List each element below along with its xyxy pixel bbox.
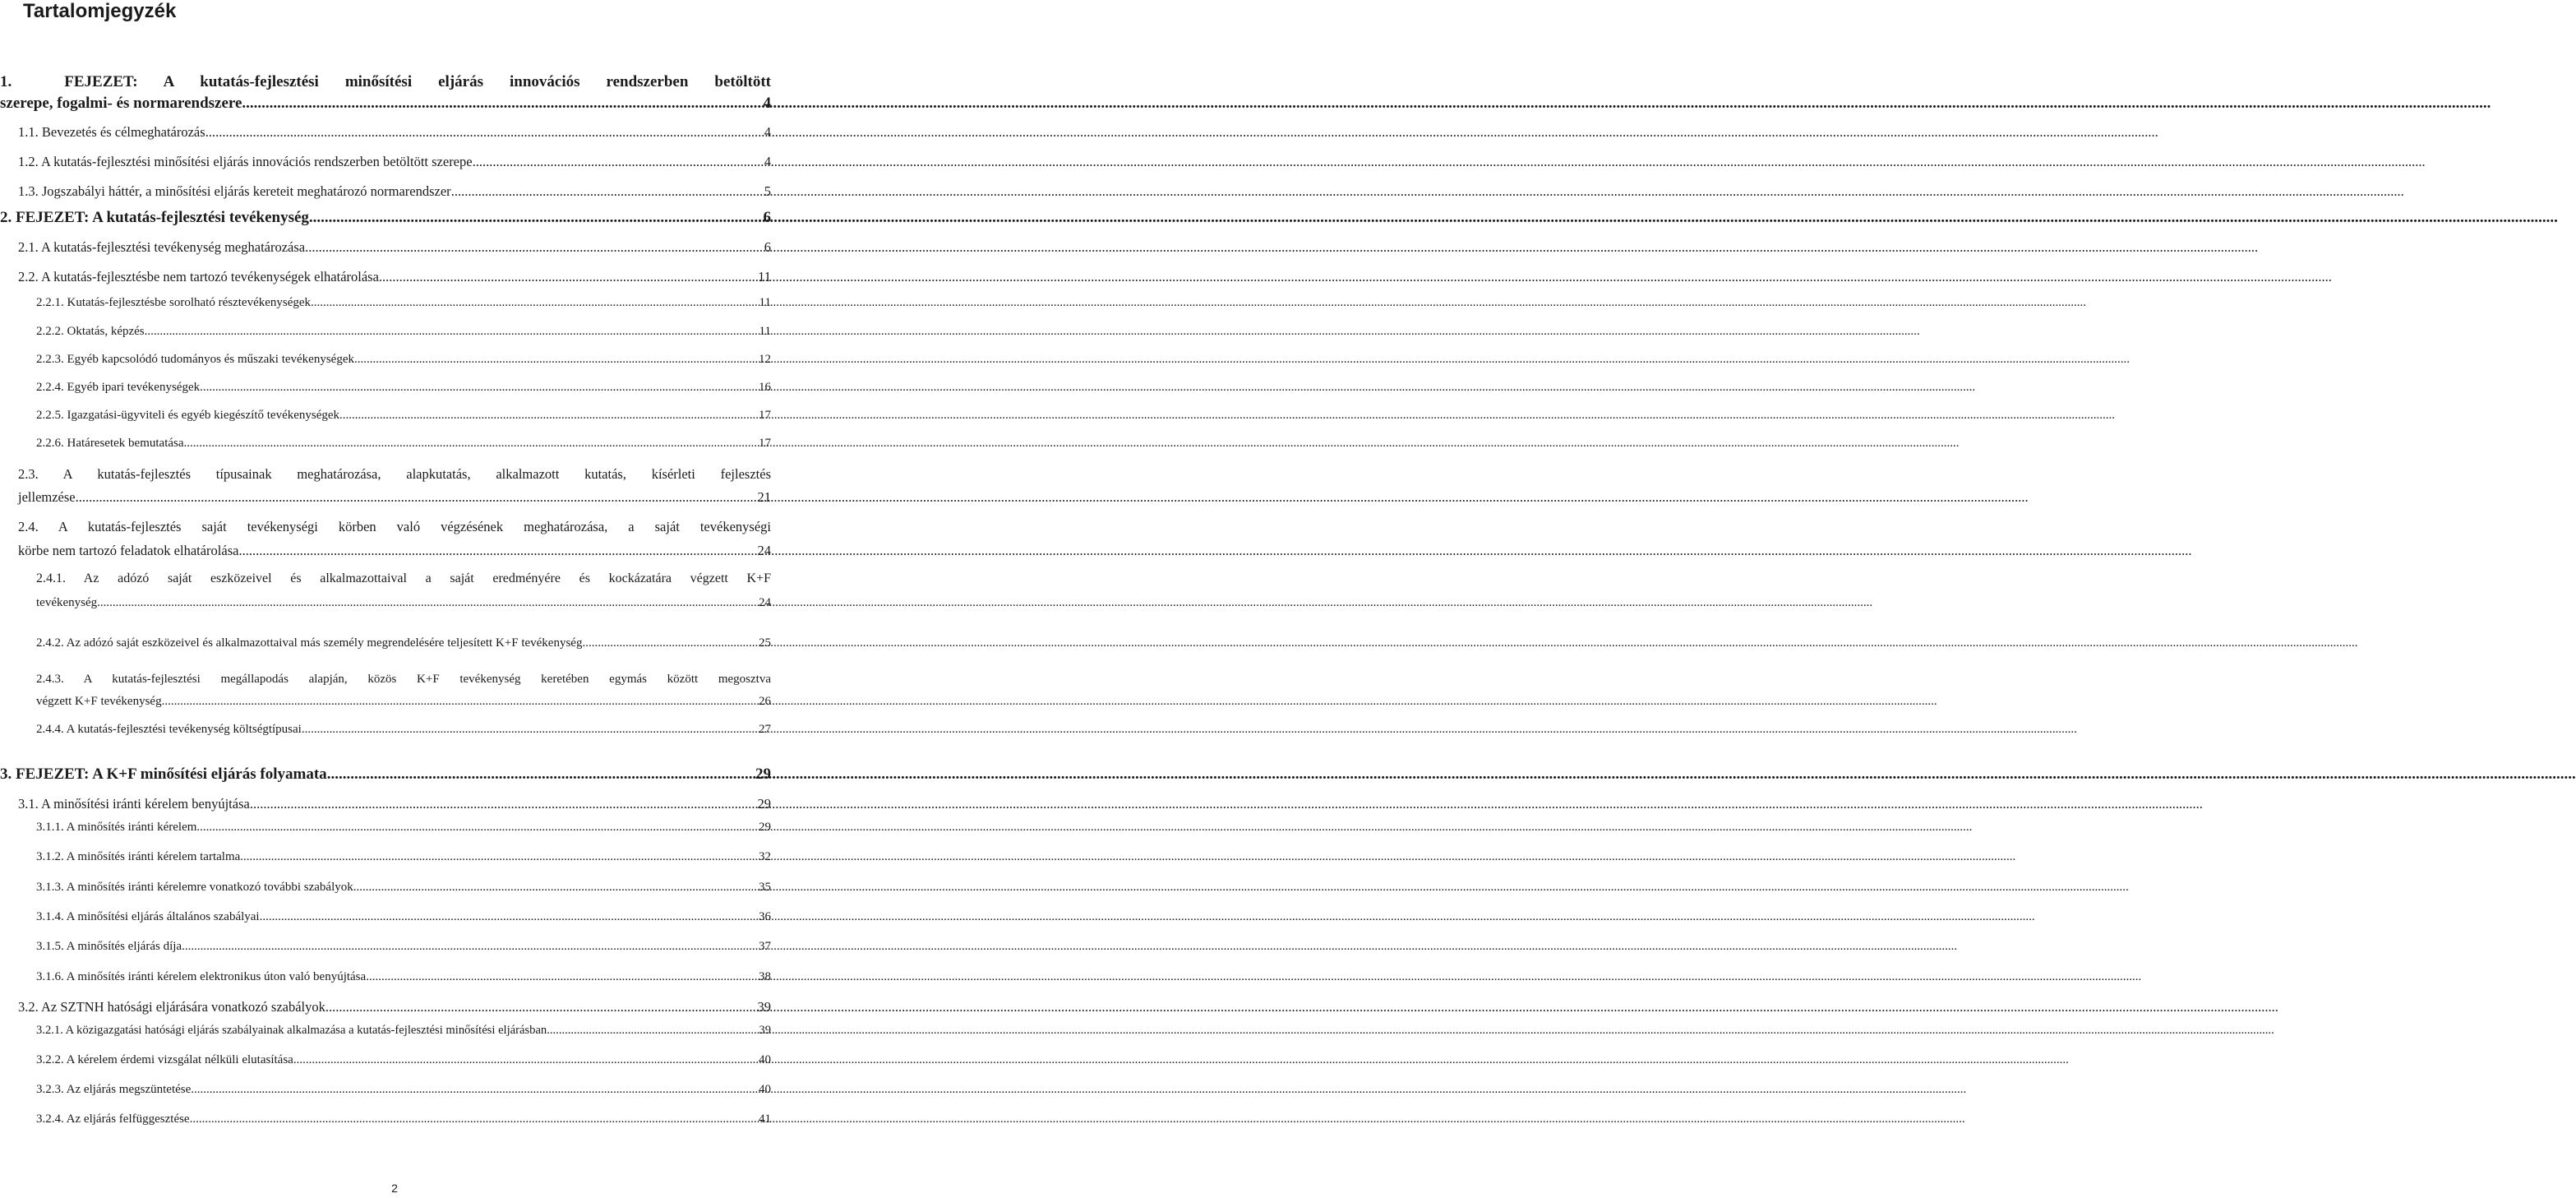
toc-entry-page: 11 — [759, 325, 771, 338]
dot-leader — [97, 591, 759, 614]
toc-entry-page: 12 — [759, 353, 771, 366]
toc-entry-3-1-4[interactable] — [36, 907, 771, 927]
toc-entry-2-4-3[interactable] — [36, 668, 771, 712]
toc-entry-title: 1.3. Jogszabályi háttér, a minősítési eljárás kereteit meghatározó normarendszer — [18, 183, 451, 199]
toc-entry-page: 41 — [759, 1112, 771, 1126]
toc-entry-title: 3.2.4. Az eljárás felfüggesztése — [36, 1112, 190, 1126]
toc-entry-title: 1.2. A kutatás-fejlesztési minősítési eljárás innovációs rendszerben betöltött szerepe — [18, 154, 473, 169]
toc-entry-2-2-1[interactable] — [36, 294, 771, 311]
dot-leader — [145, 323, 759, 340]
toc-entry-1-1[interactable] — [18, 123, 771, 141]
toc-entry-first-line: 2.3. A kutatás-fejlesztés típusainak meghatározása, alapkutatás, alkalmazott kutatás, kísérleti fejlesztés — [18, 466, 771, 482]
toc-entry-page: 37 — [759, 940, 771, 953]
toc-entry-2-2[interactable] — [18, 268, 771, 286]
toc-entry-2-3[interactable] — [18, 462, 771, 508]
dot-leader — [354, 351, 759, 368]
toc-entry-title: 2. FEJEZET: A kutatás-fejlesztési tevékenység — [0, 209, 309, 226]
toc-entry-page: 40 — [759, 1083, 771, 1096]
toc-entry-title: 2.4.4. A kutatás-fejlesztési tevékenység költségtípusai — [36, 723, 302, 736]
dot-leader — [260, 907, 759, 927]
toc-entry-title: 3.1. A minősítési iránti kérelem benyújtása — [18, 796, 250, 812]
toc-entry-page: 26 — [759, 695, 771, 708]
toc-entry-page: 29 — [755, 766, 771, 783]
toc-entry-title: 3.2. Az SZTNH hatósági eljárására vonatkozó szabályok — [18, 999, 325, 1015]
dot-leader — [238, 539, 757, 562]
dot-leader — [366, 967, 759, 987]
toc-entry-title: 2.2.5. Igazgatási-ügyviteli és egyéb kiegészítő tevékenységek — [36, 409, 340, 422]
toc-entry-page: 39 — [757, 999, 771, 1015]
toc-entry-3-1[interactable] — [18, 793, 771, 815]
toc-entry-2-4-2[interactable] — [36, 632, 771, 654]
toc-entry-1-3[interactable] — [18, 183, 771, 201]
toc-entry-3-2[interactable] — [18, 997, 771, 1018]
toc-entry-2-2-3[interactable] — [36, 351, 771, 368]
dot-leader — [473, 153, 764, 171]
toc-entry-2-1[interactable] — [18, 238, 771, 257]
toc-entry-2-2-5[interactable] — [36, 407, 771, 423]
toc-entry-page: 29 — [759, 821, 771, 834]
toc-entry-title: 2.2.4. Egyéb ipari tevékenységek — [36, 381, 201, 394]
toc-entry-page: 4 — [763, 95, 771, 112]
dot-leader — [325, 997, 758, 1018]
toc-entry-title: 3.1.3. A minősítés iránti kérelemre vonatkozó további szabályok — [36, 881, 353, 894]
toc-entry-chapter-1[interactable] — [0, 72, 771, 114]
toc-entry-page: 5 — [764, 183, 771, 199]
toc-entry-page: 24 — [759, 596, 771, 609]
toc-entry-title: 3.2.2. A kérelem érdemi vizsgálat nélküli elutasítása — [36, 1053, 293, 1066]
dot-leader — [196, 817, 759, 837]
toc-entry-3-2-3[interactable] — [36, 1080, 771, 1099]
toc-entry-2-4[interactable] — [18, 515, 771, 562]
dot-leader — [76, 487, 758, 508]
toc-entry-title: 2.2.1. Kutatás-fejlesztésbe sorolható résztevékenységek — [36, 296, 312, 309]
toc-entry-1-2[interactable] — [18, 153, 771, 171]
dot-leader — [162, 691, 759, 712]
toc-entry-chapter-2[interactable] — [0, 207, 771, 229]
toc-entry-2-2-4[interactable] — [36, 379, 771, 395]
dot-leader — [327, 762, 755, 787]
toc-entry-page: 17 — [759, 409, 771, 422]
toc-entry-page: 25 — [759, 636, 771, 650]
toc-entry-page: 16 — [759, 381, 771, 394]
dot-leader — [451, 183, 764, 201]
toc-entry-page: 32 — [759, 850, 771, 863]
toc-entry-title: 3.1.2. A minősítés iránti kérelem tartalma — [36, 850, 241, 863]
dot-leader — [182, 937, 759, 956]
toc-entry-title: 2.2.3. Egyéb kapcsolódó tudományos és műszaki tevékenységek — [36, 353, 354, 366]
toc-entry-page: 36 — [759, 910, 771, 923]
toc-entry-title: körbe nem tartozó feladatok elhatárolása — [18, 543, 239, 558]
toc-entry-title: 2.1. A kutatás-fejlesztési tevékenység meghatározása — [18, 239, 306, 255]
dot-leader — [250, 793, 758, 815]
toc-entry-page: 21 — [757, 489, 771, 505]
dot-leader — [547, 1020, 759, 1040]
toc-entry-title: 1.1. Bevezetés és célmeghatározás — [18, 124, 205, 140]
toc-entry-2-4-1[interactable] — [36, 567, 771, 614]
toc-entry-title: 2.4.2. Az adózó saját eszközeivel és alkalmazottaival más személy megrendelésére teljesített K+F tevékenység — [36, 636, 583, 650]
dot-leader — [582, 632, 759, 654]
toc-entry-title: 2.2.6. Határesetek bemutatása — [36, 437, 184, 450]
table-of-contents — [0, 0, 789, 1198]
toc-entry-page: 4 — [764, 124, 771, 140]
dot-leader — [339, 407, 759, 423]
toc-entry-3-2-4[interactable] — [36, 1109, 771, 1129]
toc-entry-page: 27 — [759, 723, 771, 736]
dot-leader — [309, 207, 764, 229]
toc-entry-title: 3.1.5. A minősítés eljárás díja — [36, 940, 182, 953]
toc-entry-page: 40 — [759, 1053, 771, 1066]
toc-entry-first-line: 2.4.3. A kutatás-fejlesztési megállapodás alapján, közös K+F tevékenység keretében egymás között megosztva — [36, 673, 771, 686]
dot-leader — [184, 435, 759, 451]
toc-entry-title: 2.2. A kutatás-fejlesztésbe nem tartozó tevékenységek elhatárolása — [18, 269, 379, 284]
toc-entry-2-2-6[interactable] — [36, 435, 771, 451]
dot-leader — [190, 1109, 759, 1129]
toc-entry-3-1-1[interactable] — [36, 817, 771, 837]
dot-leader — [240, 847, 759, 867]
dot-leader — [242, 93, 763, 114]
toc-entry-page: 11 — [759, 296, 771, 309]
dot-leader — [305, 238, 764, 257]
toc-entry-title: 3.2.1. A közigazgatási hatósági eljárás szabályainak alkalmazása a kutatás-fejlesztési minősítési eljárásban — [36, 1024, 547, 1037]
toc-entry-3-1-6[interactable] — [36, 967, 771, 987]
toc-entry-page: 35 — [759, 881, 771, 894]
toc-entry-title: szerepe, fogalmi- és normarendszere — [0, 95, 242, 112]
toc-entry-page: 4 — [764, 154, 771, 169]
dot-leader — [353, 877, 759, 897]
dot-leader — [302, 719, 759, 740]
toc-entry-first-line: 1. FEJEZET: A kutatás-fejlesztési minősítési eljárás innovációs rendszerben betöltött — [0, 73, 771, 90]
page-number: 2 — [391, 1182, 398, 1195]
toc-entry-page: 39 — [759, 1024, 771, 1037]
toc-heading: Tartalomjegyzék — [23, 0, 177, 22]
toc-entry-page: 6 — [764, 239, 771, 255]
dot-leader — [293, 1050, 759, 1070]
toc-entry-page: 38 — [759, 970, 771, 983]
toc-entry-2-2-2[interactable] — [36, 323, 771, 340]
toc-entry-3-1-5[interactable] — [36, 937, 771, 956]
toc-entry-title: jellemzése — [18, 489, 76, 505]
toc-entry-title: 3.1.1. A minősítés iránti kérelem — [36, 821, 197, 834]
toc-entry-2-4-4[interactable] — [36, 719, 771, 740]
toc-entry-3-2-2[interactable] — [36, 1050, 771, 1070]
toc-entry-page: 11 — [758, 269, 771, 284]
toc-entry-first-line: 2.4. A kutatás-fejlesztés saját tevékenységi körben való végzésének meghatározása, a saját tevékenységi — [18, 519, 771, 534]
toc-entry-first-line: 2.4.1. Az adózó saját eszközeivel és alkalmazottaival a saját eredményére és kockázatára végzett K+F — [36, 571, 771, 585]
toc-entry-3-2-1[interactable] — [36, 1020, 771, 1040]
toc-entry-title: 3.1.6. A minősítés iránti kérelem elektronikus úton való benyújtása — [36, 970, 367, 983]
toc-entry-3-1-2[interactable] — [36, 847, 771, 867]
toc-entry-title: tevékenység — [36, 596, 98, 609]
dot-leader — [191, 1080, 759, 1099]
toc-entry-page: 17 — [759, 437, 771, 450]
dot-leader — [379, 268, 758, 286]
toc-entry-page: 6 — [763, 209, 771, 226]
toc-entry-title: 3.1.4. A minősítési eljárás általános szabályai — [36, 910, 260, 923]
dot-leader — [205, 123, 764, 141]
dot-leader — [311, 294, 759, 311]
toc-entry-title: 3.2.3. Az eljárás megszüntetése — [36, 1083, 192, 1096]
toc-entry-3-1-3[interactable] — [36, 877, 771, 897]
dot-leader — [200, 379, 759, 395]
toc-entry-page: 24 — [757, 543, 771, 558]
toc-entry-title: 2.2.2. Oktatás, képzés — [36, 325, 145, 338]
toc-entry-title: 3. FEJEZET: A K+F minősítési eljárás folyamata — [0, 766, 327, 783]
toc-entry-page: 29 — [757, 796, 771, 812]
toc-entry-title: végzett K+F tevékenység — [36, 695, 162, 708]
toc-entry-chapter-3[interactable] — [0, 762, 771, 787]
